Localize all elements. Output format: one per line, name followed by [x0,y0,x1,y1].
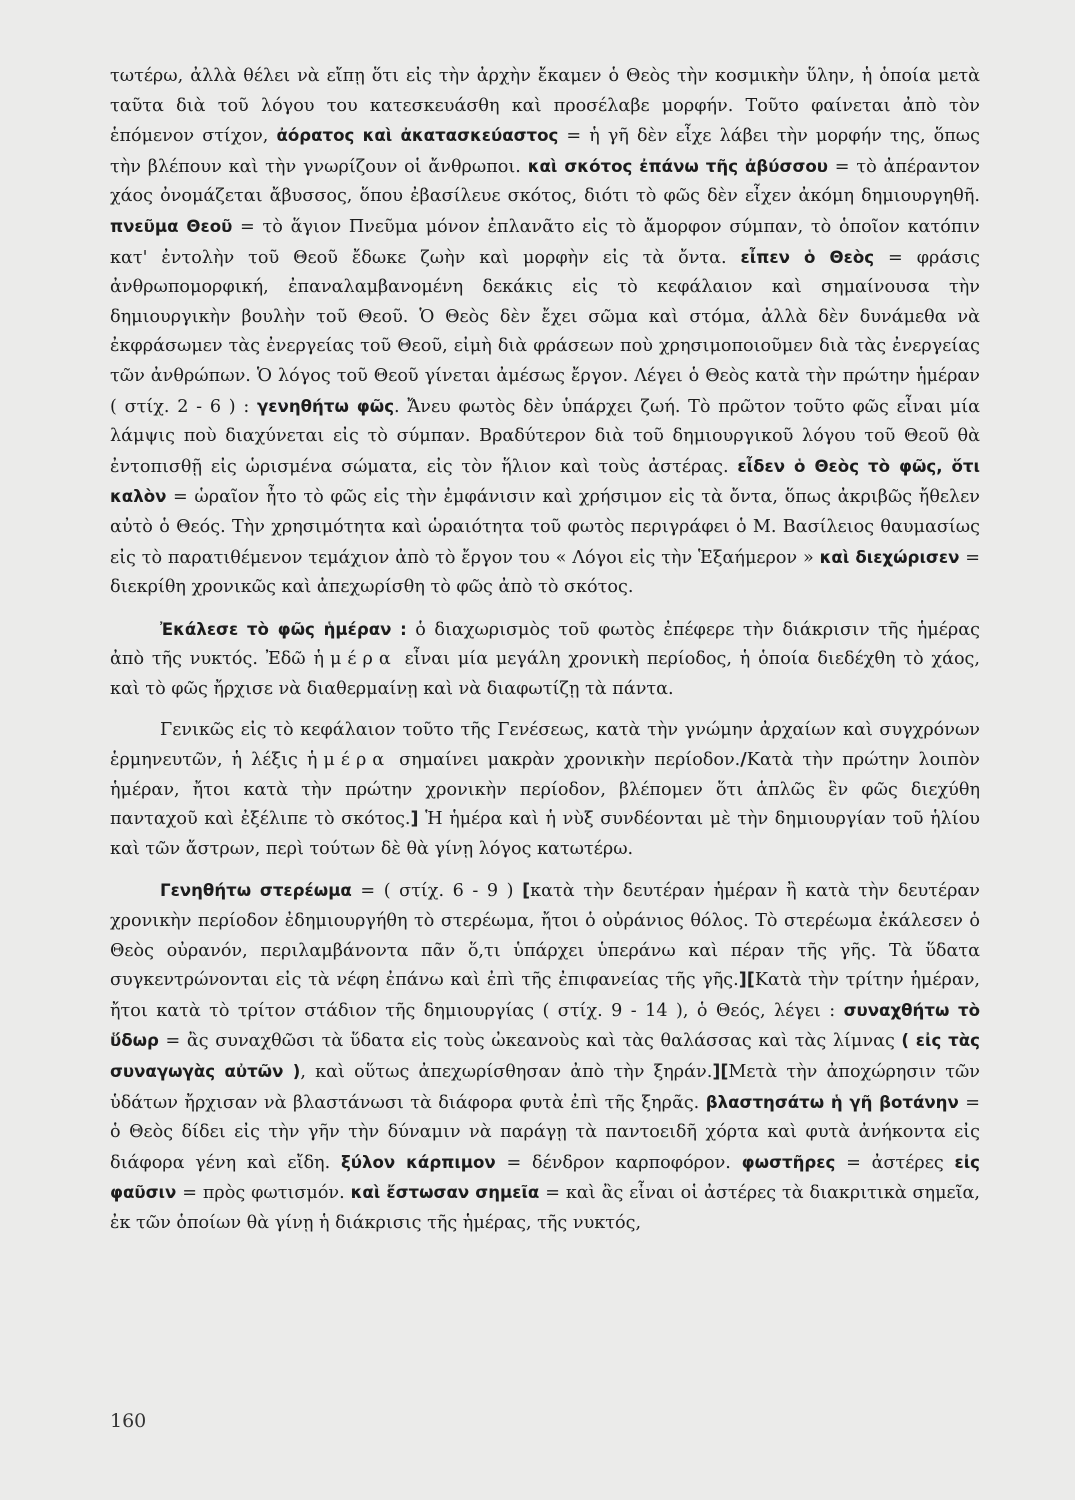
text-run: Κατὰ τὴν πρώτην λοιπὸν ἡμέραν, ἤτοι κατὰ τὴν πρώτην χρονικὴν περίοδον, βλέπομεν ὅτι ἁπλῶς ἓν φῶς διεχύθη πανταχοῦ καὶ ἐξέλιπε τὸ σκότος. [110,750,980,830]
bold-term: καὶ διεχώρισεν [819,547,960,567]
text-run: , καὶ οὕτως ἀπεχωρίσθησαν ἀπὸ τὴν ξηράν. [300,1062,713,1082]
bold-term: ( εἰς τὰς συναγωγὰς αὐτῶν ) [110,1031,980,1081]
text-run: = δένδρον καρποφόρον. [495,1152,742,1173]
body-text [110,62,980,1251]
text-run: ὁ διαχωρισμὸς τοῦ φωτὸς ἐπέφερε τὴν διάκρισιν τῆς ἡμέρας ἀπὸ τῆς νυκτός. Ἐδῶ [110,619,980,670]
handwritten-mark: / [740,750,747,771]
bold-term: Ἐκάλεσε τὸ φῶς ἡμέραν : [160,619,407,639]
text-run: τωτέρω, ἀλλὰ θέλει νὰ εἴπῃ ὅτι εἰς τὴν ἀρχὴν ἔκαμεν ὁ Θεὸς τὴν κοσμικὴν ὕλην, ἡ ὁποία μετὰ ταῦτα διὰ τοῦ λόγου του κατεσκευάσθη καὶ προσέλαβε μορφήν. Τοῦτο φαίνεται ἀπὸ τὸν ἑπόμενον στίχον, [110,66,980,147]
text-run: = ὡραῖον ἦτο τὸ φῶς εἰς τὴν ἐμφάνισιν καὶ χρήσιμον εἰς τὰ ὄντα, ὅπως ἀκριβῶς ἤθελεν αὐτὸ ὁ Θεός. Τὴν χρησιμότητα καὶ ὡραιότητα τοῦ φωτὸς περιγράφει ὁ Μ. Βασίλειος θαυμασίως εἰς τὸ παρατιθέμενον τεμάχιον ἀπὸ τὸ ἔργον του « Λόγοι εἰς τὴν Ἑξαήμερον » [110,487,980,568]
text-run: = ἡ γῆ δὲν εἶχε λάβει τὴν μορφήν της, ὅπως τὴν βλέπουν καὶ τὴν γνωρίζουν οἱ ἄνθρωποι. [110,126,981,177]
spaced-word: ἡμέρα [306,750,391,771]
bold-term: ξύλον κάρπιμον [340,1152,496,1172]
text-run: σημαίνει μακρὰν χρονικὴν περίοδον. [390,750,741,771]
bold-term: καὶ σκότος ἐπάνω τῆς ἀβύσσου [527,156,828,176]
text-run: = ἀστέρες [835,1152,955,1173]
text-run: = διεκρίθη χρονικῶς καὶ ἀπεχωρίσθη τὸ φῶς ἀπὸ τὸ σκότος. [110,547,980,598]
bold-term: φωστῆρες [741,1152,836,1172]
bold-term: βλαστησάτω ἡ γῆ βοτάνην [705,1092,959,1112]
text-run: = τὸ ἅγιον Πνεῦμα μόνον ἐπλανᾶτο εἰς τὸ ἄμορφον σύμπαν, τὸ ὁποῖον κατόπιν κατ' ἐντολὴν τοῦ Θεοῦ ἔδωκε ζωὴν καὶ μορφὴν εἰς τὰ ὄντα. [110,216,980,268]
page-number: 160 [110,1410,147,1432]
handwritten-mark: ][ [738,970,755,991]
bold-term: εἶπεν ὁ Θεὸς [740,247,875,267]
paragraph-2 [110,615,980,705]
bold-term: γενηθήτω φῶς [257,396,395,416]
text-run: Γενικῶς εἰς τὸ κεφάλαιον τοῦτο τῆς Γενέσεως, κατὰ τὴν γνώμην ἀρχαίων καὶ συγχρόνων ἑρμηνευτῶν, ἡ λέξις [110,720,980,771]
text-run: Μετὰ τὴν ἀποχώρησιν τῶν ὑδάτων ἤρχισαν νὰ βλαστάνωσι τὰ διάφορα φυτὰ ἐπὶ τῆς ξηρᾶς. [110,1062,980,1113]
text-run: = καὶ ἂς εἶναι οἱ ἀστέρες τὰ διακριτικὰ σημεῖα, ἐκ τῶν ὁποίων θὰ γίνῃ ἡ διάκρισις τῆς ἡμέρας, τῆς νυκτός, [110,1183,981,1233]
bold-term: εἶδεν ὁ Θεὸς τὸ φῶς, ὅτι καλὸν [110,456,980,507]
bold-term: εἰς φαῦσιν [110,1152,980,1203]
bold-term: καὶ ἔστωσαν σημεῖα [350,1183,540,1203]
text-run: = ὁ Θεὸς δίδει εἰς τὴν γῆν τὴν δύναμιν νὰ παράγῃ τὰ παντοειδῆ χόρτα καὶ φυτὰ ἀνήκοντα εἰς διάφορα γένη καὶ εἴδη. [110,1092,980,1173]
bold-term: συναχθήτω τὸ ὕδωρ [110,1000,980,1051]
handwritten-mark: [ [522,881,531,902]
text-run: . Ἄνευ φωτὸς δὲν ὑπάρχει ζωή. Τὸ πρῶτον τοῦτο φῶς εἶναι μία λάμψις ποὺ διαχύνεται εἰς τὸ σύμπαν. Βραδύτερον διὰ τοῦ δημιουργικοῦ λόγου τοῦ Θεοῦ θὰ ἐντοπισθῇ εἰς ὡρισμένα σώματα, εἰς τὸν ἥλιον καὶ τοὺς ἀστέρας. [110,396,980,477]
handwritten-mark: ][ [712,1062,729,1082]
paragraph-3 [110,716,980,864]
text-run: κατὰ τὴν δευτέραν ἡμέραν ἢ κατὰ τὴν δευτέραν χρονικὴν περίοδον ἐδημιουργήθη τὸ στερέωμα, ἤτοι ὁ οὐράνιος θόλος. Τὸ στερέωμα ἐκάλεσεν ὁ Θεὸς οὐρανόν, περιλαμβάνοντα πᾶν ὅ,τι ὑπάρχει ὑπεράνω καὶ πέραν τῆς γῆς. Τὰ ὕδατα συγκεντρώνονται εἰς τὰ νέφη ἐπάνω καὶ ἐπὶ τῆς ἐπιφανείας τῆς γῆς. [110,881,980,991]
text-run: = φράσις ἀνθρωπομορφική, ἐπαναλαμβανομένη δεκάκις εἰς τὸ κεφάλαιον καὶ σημαίνουσα τὴν δημιουργικὴν βουλὴν τοῦ Θεοῦ. Ὁ Θεὸς δὲν ἔχει σῶμα καὶ στόμα, ἀλλὰ δὲν δυνάμεθα νὰ ἐκφράσωμεν τὰς ἐνεργείας τοῦ Θεοῦ, εἰμὴ διὰ φράσεων ποὺ χρησιμοποιοῦμεν διὰ τὰς ἐνεργείας τῶν ἀνθρώπων. Ὁ λόγος τοῦ Θεοῦ γίνεται ἀμέσως ἔργον. Λέγει ὁ Θεὸς κατὰ τὴν πρώτην ἡμέραν ( στίχ. 2 - 6 ) : [110,247,980,417]
paragraph-4 [110,876,980,1238]
text-run: Κατὰ τὴν τρίτην ἡμέραν, ἤτοι κατὰ τὸ τρίτον στάδιον τῆς δημιουργίας ( στίχ. 9 - 14 ), ὁ Θεός, λέγει : [110,970,980,1021]
text-run: = πρὸς φωτισμόν. [176,1183,351,1204]
paragraph-1 [110,62,980,603]
spaced-word: ἡμέρα [313,649,397,670]
text-run: = τὸ ἀπέραντον χάος ὀνομάζεται ἄβυσσος, ὅπου ἐβασίλευε σκότος, διότι τὸ φῶς δὲν εἶχεν ἀκόμη δημιουργηθῆ. [110,156,980,207]
bold-term: Γενηθήτω στερέωμα [160,881,352,901]
text-run: εἶναι μία μεγάλη χρονικὴ περίοδος, ἡ ὁποία διεδέχθη τὸ χάος, καὶ τὸ φῶς ἤρχισε νὰ διαθερμαίνῃ καὶ νὰ διαφωτίζῃ τὰ πάντα. [110,649,981,699]
bold-term: πνεῦμα Θεοῦ [110,216,233,236]
handwritten-mark: ] [410,809,419,830]
text-run: = ( στίχ. 6 - 9 ) [351,881,523,902]
text-run: Ἡ ἡμέρα καὶ ἡ νὺξ συνδέονται μὲ τὴν δημιουργίαν τοῦ ἡλίου καὶ τῶν ἄστρων, περὶ τούτων δὲ θὰ γίνῃ λόγος κατωτέρω. [110,809,980,859]
text-run: = ἂς συναχθῶσι τὰ ὕδατα εἰς τοὺς ὠκεανοὺς καὶ τὰς θαλάσσας καὶ τὰς λίμνας [158,1031,902,1052]
bold-term: ἀόρατος καὶ ἀκατασκεύαστος [276,126,559,146]
